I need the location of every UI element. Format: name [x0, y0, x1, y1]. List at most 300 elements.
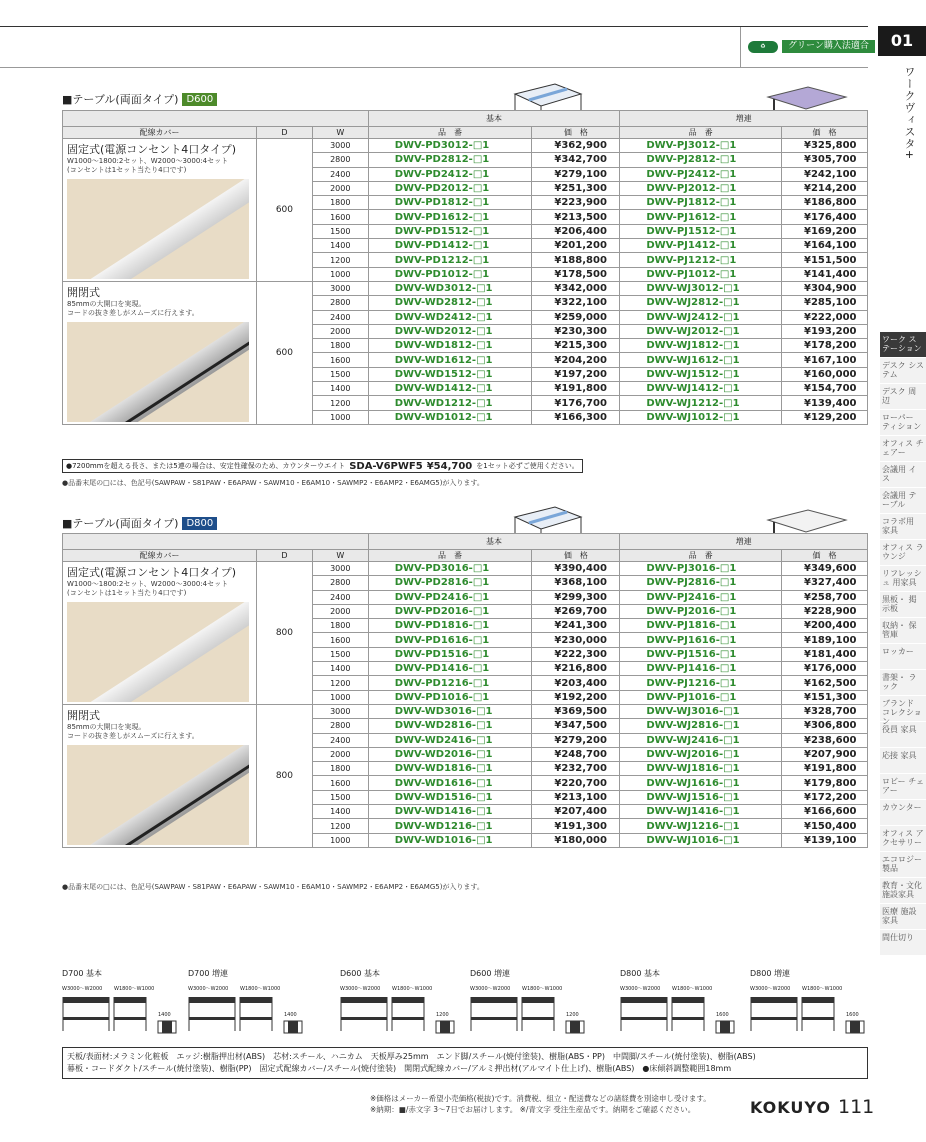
side-nav: [880, 332, 926, 956]
side-nav-item[interactable]: 会議用 テーブル: [880, 488, 926, 514]
green-purchase-label: グリーン購入法適合: [782, 40, 875, 53]
cover-subtitle: (コンセントは1セット当たり4口です): [67, 166, 187, 174]
depth-header: D: [256, 550, 312, 562]
width-cell: 1200: [312, 396, 368, 410]
header-rule: [0, 67, 868, 68]
cover-description: [63, 139, 257, 282]
product-code: DWV-WJ3016-□1: [620, 705, 782, 719]
product-price: ¥242,100: [782, 167, 868, 181]
cover-header: 配線カバー: [63, 550, 257, 562]
product-code: DWV-WJ2012-□1: [620, 324, 782, 338]
dimension-drawing: [340, 995, 458, 1039]
product-code: DWV-WJ1216-□1: [620, 819, 782, 833]
table-row: [63, 282, 868, 296]
cover-subtitle: 85mmの大開口を実現。: [67, 300, 146, 308]
section-title-d600: [62, 91, 217, 107]
side-nav-item[interactable]: ワーク ステーション: [880, 332, 926, 358]
cover-photo: [67, 602, 249, 702]
product-code: DWV-PD2816-□1: [368, 576, 532, 590]
product-price: ¥169,200: [782, 224, 868, 238]
price-header: 価 格: [532, 127, 620, 139]
code-header: 品 番: [620, 550, 782, 562]
product-price: ¥342,000: [532, 282, 620, 296]
product-code: DWV-WJ1016-□1: [620, 833, 782, 847]
side-nav-item[interactable]: 間仕切り: [880, 930, 926, 956]
product-code: DWV-WD1816-□1: [368, 762, 532, 776]
product-price: ¥222,000: [782, 310, 868, 324]
product-price: ¥201,200: [532, 239, 620, 253]
product-code: DWV-PD1612-□1: [368, 210, 532, 224]
side-nav-item[interactable]: ロビー チェアー: [880, 774, 926, 800]
spec-line: 幕板・コードダクト/スチール(焼付塗装)、樹脂(PP) 固定式配線カバー/スチール(焼付塗装) 開閉式配線カバー/アルミ押出材(アルマイト仕上げ)、樹脂(ABS) ●床傾斜調整範囲18mm: [67, 1064, 732, 1073]
product-code: DWV-WJ2016-□1: [620, 747, 782, 761]
cover-subtitle: (コンセントは1セット当たり4口です): [67, 589, 187, 597]
side-nav-item[interactable]: 会議用 イス: [880, 462, 926, 488]
product-code: DWV-PJ1512-□1: [620, 224, 782, 238]
side-nav-item[interactable]: 教育・文化 施設家具: [880, 878, 926, 904]
cover-title: 開閉式: [67, 709, 100, 722]
width-cell: 3000: [312, 282, 368, 296]
diagram-width-label: W1800～W1000: [672, 986, 713, 992]
product-price: ¥176,000: [782, 662, 868, 676]
counterweight-price: ¥54,700: [426, 460, 473, 472]
top-rule: [0, 26, 868, 27]
depth-header: D: [256, 127, 312, 139]
product-price: ¥188,800: [532, 253, 620, 267]
width-cell: 1200: [312, 253, 368, 267]
side-nav-item[interactable]: 応接 家具: [880, 748, 926, 774]
cover-subtitle: コードの抜き差しがスムーズに行えます。: [67, 732, 199, 740]
product-price: ¥362,900: [532, 139, 620, 153]
product-code: DWV-WD1016-□1: [368, 833, 532, 847]
product-code: DWV-WJ1612-□1: [620, 353, 782, 367]
product-price: ¥220,700: [532, 776, 620, 790]
product-price: ¥193,200: [782, 324, 868, 338]
product-price: ¥328,700: [782, 705, 868, 719]
product-code: DWV-PJ3012-□1: [620, 139, 782, 153]
product-price: ¥203,400: [532, 676, 620, 690]
width-cell: 1500: [312, 367, 368, 381]
product-code: DWV-WJ1512-□1: [620, 367, 782, 381]
diagram-label: D700 増連: [188, 969, 228, 978]
product-price: ¥191,300: [532, 819, 620, 833]
product-price: ¥223,900: [532, 196, 620, 210]
product-code: DWV-PD2016-□1: [368, 604, 532, 618]
product-price: ¥248,700: [532, 747, 620, 761]
product-price: ¥222,300: [532, 647, 620, 661]
diagram-label: D800 増連: [750, 969, 790, 978]
diagram-width-label: W1800～W1000: [392, 986, 433, 992]
product-code: DWV-WJ1816-□1: [620, 762, 782, 776]
product-price: ¥178,500: [532, 267, 620, 281]
product-price: ¥207,400: [532, 805, 620, 819]
product-price: ¥206,400: [532, 224, 620, 238]
product-price: ¥166,300: [532, 410, 620, 424]
brand-logo: KOKUYO: [750, 1098, 832, 1117]
product-code: DWV-PJ1412-□1: [620, 239, 782, 253]
width-cell: 2800: [312, 576, 368, 590]
product-code: DWV-WJ1412-□1: [620, 382, 782, 396]
width-cell: 1400: [312, 239, 368, 253]
chapter-number: 01: [878, 26, 926, 56]
base-header: 基本: [368, 111, 620, 127]
color-code-note: ●品番末尾の□には、色記号(SAWPAW・S81PAW・E6APAW・SAWM10・E6AM10・SAWMP2・E6AMP2・E6AMG5)が入ります。: [62, 479, 484, 487]
product-price: ¥349,600: [782, 562, 868, 576]
diagram-width-label: W3000～W2000: [750, 986, 791, 992]
product-code: DWV-WD1812-□1: [368, 339, 532, 353]
product-code: DWV-WD1612-□1: [368, 353, 532, 367]
product-price: ¥178,200: [782, 339, 868, 353]
product-price: ¥230,300: [532, 324, 620, 338]
side-nav-item[interactable]: エコロジー 製品: [880, 852, 926, 878]
width-header: W: [312, 127, 368, 139]
note-text: ●7200mmを超える長さ、または5連の場合は、安定性確保のため、カウンターウエイト: [66, 462, 346, 470]
product-code: DWV-PD3016-□1: [368, 562, 532, 576]
product-code: DWV-PD1616-□1: [368, 633, 532, 647]
product-code: DWV-PD2412-□1: [368, 167, 532, 181]
diagram-depth-label: 1200: [566, 1012, 579, 1018]
diagram-label: D600 基本: [340, 969, 380, 978]
product-price: ¥139,400: [782, 396, 868, 410]
cover-subtitle: コードの抜き差しがスムーズに行えます。: [67, 309, 199, 317]
product-price: ¥154,700: [782, 382, 868, 396]
product-price: ¥197,200: [532, 367, 620, 381]
product-code: DWV-PJ1012-□1: [620, 267, 782, 281]
product-price: ¥304,900: [782, 282, 868, 296]
table-row: [63, 705, 868, 719]
diagram-width-label: W3000～W2000: [188, 986, 229, 992]
product-price: ¥241,300: [532, 619, 620, 633]
product-code: DWV-PJ2816-□1: [620, 576, 782, 590]
product-code: DWV-WD1616-□1: [368, 776, 532, 790]
extension-header: 増連: [620, 534, 868, 550]
green-purchase-badge: [748, 40, 875, 53]
width-cell: 1800: [312, 339, 368, 353]
product-price: ¥230,000: [532, 633, 620, 647]
product-price: ¥322,100: [532, 296, 620, 310]
product-code: DWV-PD1812-□1: [368, 196, 532, 210]
diagram-width-label: W3000～W2000: [62, 986, 103, 992]
base-header: 基本: [368, 534, 620, 550]
width-cell: 3000: [312, 139, 368, 153]
product-code: DWV-WJ2412-□1: [620, 310, 782, 324]
product-code: DWV-PD1516-□1: [368, 647, 532, 661]
side-nav-item[interactable]: 黒板・ 掲示板: [880, 592, 926, 618]
diagram-depth-label: 1200: [436, 1012, 449, 1018]
product-code: DWV-WD1012-□1: [368, 410, 532, 424]
product-code: DWV-WD1516-□1: [368, 790, 532, 804]
width-cell: 1400: [312, 805, 368, 819]
product-price: ¥141,400: [782, 267, 868, 281]
product-price: ¥279,200: [532, 733, 620, 747]
width-cell: 1000: [312, 833, 368, 847]
product-code: DWV-PJ1016-□1: [620, 690, 782, 704]
width-cell: 3000: [312, 562, 368, 576]
product-code: DWV-WD2412-□1: [368, 310, 532, 324]
diagram-depth-label: 1600: [846, 1012, 859, 1018]
product-code: DWV-WJ2416-□1: [620, 733, 782, 747]
diagram-label: D600 増連: [470, 969, 510, 978]
side-nav-item[interactable]: デスク 周辺: [880, 384, 926, 410]
width-cell: 2400: [312, 167, 368, 181]
product-price: ¥191,800: [532, 382, 620, 396]
product-price: ¥176,400: [782, 210, 868, 224]
product-code: DWV-PD1512-□1: [368, 224, 532, 238]
spec-line: 天板/表面材:メラミン化粧板 エッジ:樹脂押出材(ABS) 芯材:スチール、ハニカム 天板厚み25mm エンド脚/スチール(焼付塗装)、樹脂(ABS・PP) 中間脚/スチール(焼付塗装)、樹脂(ABS): [67, 1052, 756, 1061]
table-row: [63, 139, 868, 153]
product-price: ¥129,200: [782, 410, 868, 424]
cover-description: [63, 705, 257, 848]
width-cell: 2000: [312, 181, 368, 195]
product-code: DWV-WD2416-□1: [368, 733, 532, 747]
cover-description: [63, 562, 257, 705]
product-code: DWV-PJ2412-□1: [620, 167, 782, 181]
product-price: ¥150,400: [782, 819, 868, 833]
width-cell: 2800: [312, 296, 368, 310]
product-code: DWV-WJ1416-□1: [620, 805, 782, 819]
price-table-d600: [62, 110, 868, 425]
color-code-note: ●品番末尾の□には、色記号(SAWPAW・S81PAW・E6APAW・SAWM10・E6AM10・SAWMP2・E6AMP2・E6AMG5)が入ります。: [62, 883, 484, 891]
product-code: DWV-PJ1216-□1: [620, 676, 782, 690]
depth-tag: D800: [182, 517, 217, 530]
table-row: [63, 562, 868, 576]
product-price: ¥151,300: [782, 690, 868, 704]
product-code: DWV-PJ2812-□1: [620, 153, 782, 167]
side-nav-item[interactable]: デスク システム: [880, 358, 926, 384]
width-header: W: [312, 550, 368, 562]
diagram-width-label: W3000～W2000: [340, 986, 381, 992]
price-footnote: ※価格はメーカー希望小売価格(税抜)です。消費税、組立・配送費などの諸経費を別途申し受けます。: [370, 1094, 711, 1103]
product-price: ¥216,800: [532, 662, 620, 676]
code-header: 品 番: [368, 550, 532, 562]
product-price: ¥238,600: [782, 733, 868, 747]
product-code: DWV-WJ1516-□1: [620, 790, 782, 804]
product-price: ¥214,200: [782, 181, 868, 195]
width-cell: 2800: [312, 153, 368, 167]
width-cell: 1000: [312, 267, 368, 281]
product-code: DWV-WD1216-□1: [368, 819, 532, 833]
product-price: ¥327,400: [782, 576, 868, 590]
product-code: DWV-PD1816-□1: [368, 619, 532, 633]
product-price: ¥279,100: [532, 167, 620, 181]
counterweight-note: [62, 459, 583, 473]
product-price: ¥166,600: [782, 805, 868, 819]
product-code: DWV-PD1212-□1: [368, 253, 532, 267]
product-code: DWV-WJ1012-□1: [620, 410, 782, 424]
product-code: DWV-WJ3012-□1: [620, 282, 782, 296]
product-code: DWV-WD1512-□1: [368, 367, 532, 381]
product-code: DWV-PD1016-□1: [368, 690, 532, 704]
width-cell: 1500: [312, 224, 368, 238]
width-cell: 1600: [312, 353, 368, 367]
chapter-title: ワークヴィスタ+: [903, 66, 916, 161]
diagram-depth-label: 1600: [716, 1012, 729, 1018]
product-price: ¥181,400: [782, 647, 868, 661]
section-title-text: ■テーブル(両面タイプ): [62, 517, 179, 530]
side-nav-item[interactable]: ロッカー: [880, 644, 926, 670]
product-code: DWV-PJ1812-□1: [620, 196, 782, 210]
product-code: DWV-PD2416-□1: [368, 590, 532, 604]
side-nav-item[interactable]: カウンター: [880, 800, 926, 826]
product-code: DWV-WD3012-□1: [368, 282, 532, 296]
product-code: DWV-WJ2812-□1: [620, 296, 782, 310]
diagram-label: D800 基本: [620, 969, 660, 978]
cover-photo: [67, 179, 249, 279]
dimension-drawing: [62, 995, 180, 1039]
product-price: ¥189,100: [782, 633, 868, 647]
side-nav-item[interactable]: リフレッシュ 用家具: [880, 566, 926, 592]
dimension-drawing: [470, 995, 588, 1039]
product-price: ¥204,200: [532, 353, 620, 367]
product-price: ¥325,800: [782, 139, 868, 153]
width-cell: 1500: [312, 647, 368, 661]
product-price: ¥139,100: [782, 833, 868, 847]
side-nav-item[interactable]: ブランド コレクション: [880, 696, 926, 722]
code-header: 品 番: [368, 127, 532, 139]
width-cell: 2400: [312, 733, 368, 747]
product-code: DWV-WJ1212-□1: [620, 396, 782, 410]
width-cell: 1600: [312, 633, 368, 647]
product-price: ¥259,000: [532, 310, 620, 324]
header-divider: [740, 27, 741, 67]
product-code: DWV-PJ1212-□1: [620, 253, 782, 267]
cover-title: 固定式(電源コンセント4口タイプ): [67, 566, 237, 579]
product-price: ¥167,100: [782, 353, 868, 367]
product-code: DWV-WD1416-□1: [368, 805, 532, 819]
price-header: 価 格: [782, 127, 868, 139]
section-title-text: ■テーブル(両面タイプ): [62, 93, 179, 106]
diagram-width-label: W1800～W1000: [522, 986, 563, 992]
product-code: DWV-PD1416-□1: [368, 662, 532, 676]
product-code: DWV-PD3012-□1: [368, 139, 532, 153]
depth-cell: 800: [256, 705, 312, 848]
cover-subtitle: 85mmの大開口を実現。: [67, 723, 146, 731]
dimension-drawing: [620, 995, 738, 1039]
product-code: DWV-PJ2416-□1: [620, 590, 782, 604]
side-nav-item[interactable]: オフィス チェアー: [880, 436, 926, 462]
product-price: ¥299,300: [532, 590, 620, 604]
depth-cell: 600: [256, 282, 312, 425]
side-nav-item[interactable]: ローパー ティション: [880, 410, 926, 436]
width-cell: 1400: [312, 662, 368, 676]
product-price: ¥192,200: [532, 690, 620, 704]
side-nav-item[interactable]: 書架・ ラック: [880, 670, 926, 696]
section-title-d800: [62, 515, 217, 531]
dimension-drawing: [750, 995, 868, 1039]
product-code: DWV-PJ1612-□1: [620, 210, 782, 224]
width-cell: 1500: [312, 790, 368, 804]
price-header: 価 格: [532, 550, 620, 562]
width-cell: 2400: [312, 310, 368, 324]
width-cell: 1600: [312, 776, 368, 790]
side-nav-item[interactable]: 役員 家具: [880, 722, 926, 748]
product-code: DWV-PD2012-□1: [368, 181, 532, 195]
product-code: DWV-WD2012-□1: [368, 324, 532, 338]
product-price: ¥213,500: [532, 210, 620, 224]
dimension-drawing: [188, 995, 306, 1039]
product-code: DWV-WD1412-□1: [368, 382, 532, 396]
diagram-width-label: W3000～W2000: [620, 986, 661, 992]
product-code: DWV-WJ1616-□1: [620, 776, 782, 790]
product-price: ¥215,300: [532, 339, 620, 353]
diagram-width-label: W1800～W1000: [114, 986, 155, 992]
product-price: ¥368,100: [532, 576, 620, 590]
product-price: ¥151,500: [782, 253, 868, 267]
product-price: ¥342,700: [532, 153, 620, 167]
product-code: DWV-WD2816-□1: [368, 719, 532, 733]
diagram-label: D700 基本: [62, 969, 102, 978]
width-cell: 1600: [312, 210, 368, 224]
side-nav-item[interactable]: 収納・ 保管庫: [880, 618, 926, 644]
extension-header: 増連: [620, 111, 868, 127]
product-code: DWV-WD3016-□1: [368, 705, 532, 719]
diagram-width-label: W3000～W2000: [470, 986, 511, 992]
width-cell: 2800: [312, 719, 368, 733]
product-price: ¥305,700: [782, 153, 868, 167]
product-price: ¥251,300: [532, 181, 620, 195]
width-cell: 1000: [312, 410, 368, 424]
spec-box: [62, 1047, 868, 1079]
diagram-width-label: W1800～W1000: [240, 986, 281, 992]
cover-photo: [67, 322, 249, 422]
product-price: ¥228,900: [782, 604, 868, 618]
cover-header: 配線カバー: [63, 127, 257, 139]
width-cell: 2000: [312, 604, 368, 618]
product-code: DWV-WD2812-□1: [368, 296, 532, 310]
product-price: ¥162,500: [782, 676, 868, 690]
product-code: DWV-PD1012-□1: [368, 267, 532, 281]
product-price: ¥172,200: [782, 790, 868, 804]
depth-cell: 800: [256, 562, 312, 705]
product-price: ¥186,800: [782, 196, 868, 210]
product-price: ¥347,500: [532, 719, 620, 733]
counterweight-code: SDA-V6PWF5: [349, 460, 423, 472]
side-nav-item[interactable]: オフィス アクセサリー: [880, 826, 926, 852]
width-cell: 3000: [312, 705, 368, 719]
product-price: ¥191,800: [782, 762, 868, 776]
note-text: を1セット必ずご使用ください。: [476, 462, 579, 470]
width-cell: 1400: [312, 382, 368, 396]
cover-description: [63, 282, 257, 425]
product-code: DWV-PJ1816-□1: [620, 619, 782, 633]
diagram-depth-label: 1400: [284, 1012, 297, 1018]
depth-tag: D600: [182, 93, 217, 106]
width-cell: 1200: [312, 819, 368, 833]
cover-photo: [67, 745, 249, 845]
product-code: DWV-WD1212-□1: [368, 396, 532, 410]
side-nav-item[interactable]: コラボ用 家具: [880, 514, 926, 540]
eco-mark-icon: ♻: [748, 41, 778, 53]
product-code: DWV-WD2016-□1: [368, 747, 532, 761]
width-cell: 2000: [312, 324, 368, 338]
side-nav-item[interactable]: オフィス ラウンジ: [880, 540, 926, 566]
width-cell: 1800: [312, 196, 368, 210]
width-cell: 1800: [312, 619, 368, 633]
product-price: ¥258,700: [782, 590, 868, 604]
depth-cell: 600: [256, 139, 312, 282]
price-header: 価 格: [782, 550, 868, 562]
product-price: ¥269,700: [532, 604, 620, 618]
product-price: ¥306,800: [782, 719, 868, 733]
product-price: ¥285,100: [782, 296, 868, 310]
product-price: ¥180,000: [532, 833, 620, 847]
cover-title: 開閉式: [67, 286, 100, 299]
side-index: [878, 26, 926, 176]
product-code: DWV-PJ1416-□1: [620, 662, 782, 676]
side-nav-item[interactable]: 医療 施設家具: [880, 904, 926, 930]
diagram-width-label: W1800～W1000: [802, 986, 843, 992]
product-price: ¥207,900: [782, 747, 868, 761]
